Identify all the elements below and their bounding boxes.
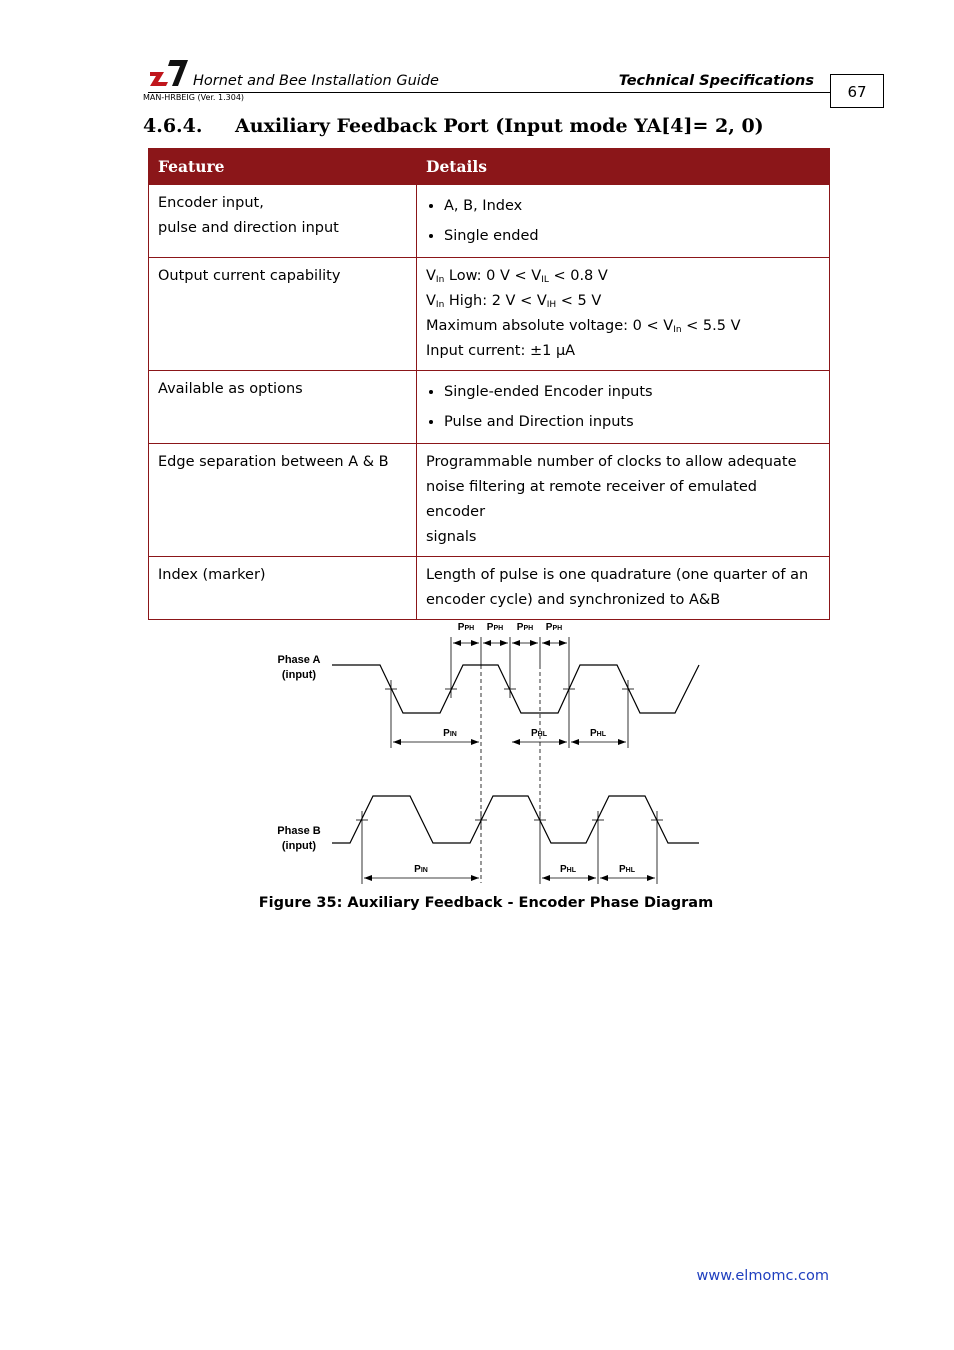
bullet-list [426, 377, 820, 437]
pph-markers [451, 637, 569, 680]
feature-line: Encoder input, [158, 195, 264, 211]
pph-label: PPH [516, 622, 534, 633]
spec-table [148, 148, 830, 620]
phl-label: PHL [589, 728, 607, 739]
phase-a-sublabel: (input) [281, 669, 317, 681]
document-version: MAN-HRBEIG (Ver. 1.304) [143, 93, 245, 102]
list-item: • Single-ended Encoder inputs [444, 377, 820, 407]
list-item: • Pulse and Direction inputs [444, 407, 820, 437]
phase-a-label: Phase A [277, 654, 321, 666]
details-cell [417, 258, 830, 371]
list-item: • A, B, Index [444, 191, 820, 221]
phl-label: PHL [618, 864, 636, 875]
table-row [149, 371, 830, 444]
pph-label: PPH [545, 622, 563, 633]
list-item: • Single ended [444, 221, 820, 251]
table-header-row [149, 149, 830, 185]
voltage-low: $V_{In}$ Low: 0 $V < V_{IL} < 0.8$ V [426, 268, 608, 285]
input-current: Input current: ±1 µA [426, 343, 576, 359]
section-title: Technical Specifications [618, 73, 814, 89]
table-row [149, 444, 830, 557]
table-row [149, 185, 830, 258]
document-title: Hornet and Bee Installation Guide [193, 73, 439, 89]
phase-b-ticks [356, 811, 663, 829]
details-cell [417, 371, 830, 444]
elmo-logo-icon [148, 58, 190, 88]
details-line: encoder cycle) and synchronized to A&B [426, 592, 721, 608]
header-divider [148, 92, 830, 93]
feature-cell: Output current capability [149, 258, 417, 371]
feature-cell: Edge separation between A & B [149, 444, 417, 557]
details-line: signals [426, 529, 477, 545]
section-heading [143, 115, 764, 137]
feature-cell: Index (marker) [149, 557, 417, 620]
details-line: noise filtering at remote receiver of emulated encoder [426, 479, 757, 520]
feature-cell: Available as options [149, 371, 417, 444]
section-number: 4.6.4. [143, 115, 203, 137]
dashed-reference-lines [481, 665, 540, 883]
pin-label: PIN [443, 728, 457, 739]
phase-b-label: Phase B [277, 825, 321, 837]
bullet-list [426, 191, 820, 251]
max-voltage: Maximum absolute voltage: $0 < V_{In} < 5.5$ V [426, 318, 741, 335]
column-header-feature: Feature [149, 149, 417, 185]
encoder-phase-diagram [262, 614, 712, 894]
table-row [149, 258, 830, 371]
voltage-high: $V_{In}$ High: 2 $V < V_{IH} < 5$ V [426, 293, 602, 310]
phase-b-dimensions [362, 829, 657, 884]
phl-label: PHL [530, 728, 548, 739]
section-heading-title: Auxiliary Feedback Port (Input mode YA[4]= 2, 0) [235, 115, 764, 137]
figure-caption: Figure 35: Auxiliary Feedback - Encoder Phase Diagram [258, 895, 714, 911]
phl-label: PHL [559, 864, 577, 875]
feature-line: pulse and direction input [158, 220, 339, 236]
phase-a-dimensions [391, 698, 628, 748]
phase-a-ticks [385, 680, 634, 698]
table-row [149, 557, 830, 620]
website-link[interactable]: www.elmomc.com [696, 1268, 829, 1284]
phase-b-waveform [332, 796, 699, 843]
details-cell [417, 444, 830, 557]
feature-cell [149, 185, 417, 258]
details-line: Programmable number of clocks to allow adequate [426, 454, 797, 470]
details-cell [417, 185, 830, 258]
pph-label: PPH [486, 622, 504, 633]
column-header-details: Details [417, 149, 830, 185]
pph-label: PPH [457, 622, 475, 633]
phase-b-sublabel: (input) [281, 840, 317, 852]
page-number: 67 [830, 74, 884, 108]
details-line: Length of pulse is one quadrature (one quarter of an [426, 567, 809, 583]
pin-label: PIN [414, 864, 428, 875]
details-cell [417, 557, 830, 620]
